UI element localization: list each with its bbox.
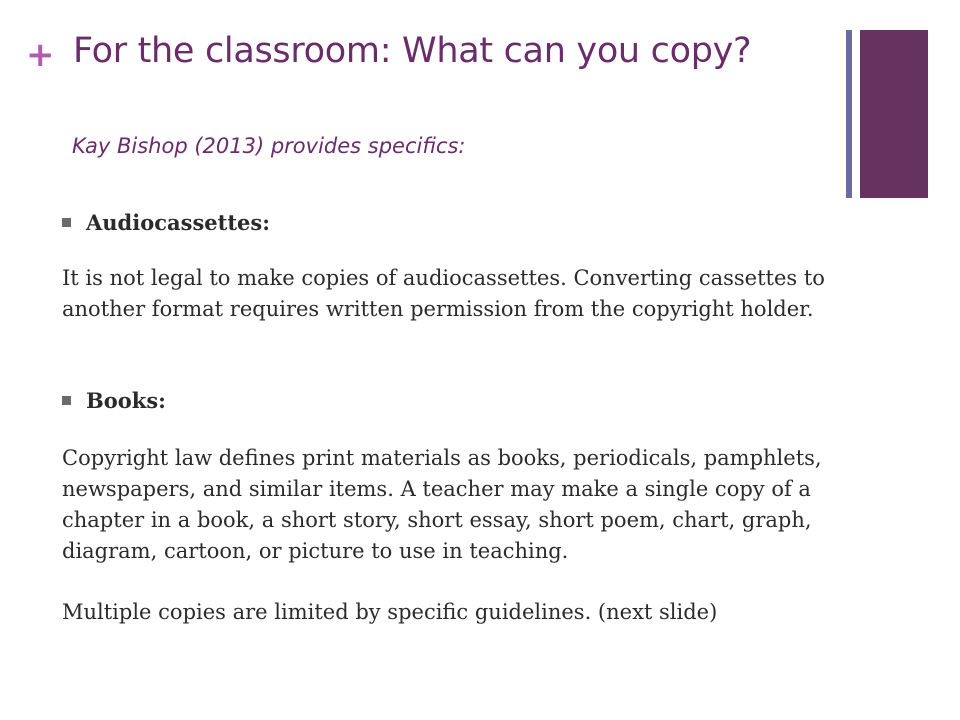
square-bullet-icon [62, 218, 71, 227]
slide-subtitle: Kay Bishop (2013) provides specifics: [72, 134, 466, 158]
section-paragraph: Multiple copies are limited by specific guidelines. (next slide) [62, 600, 718, 624]
section-heading-audiocassettes [62, 207, 270, 238]
plus-icon: + [26, 35, 55, 75]
section-paragraph: Copyright law defines print materials as books, periodicals, pamphlets, newspapers, and similar items. A teacher may make a single copy of a chapter in a book, a short story, short essay, short poem, chart, graph, diagram, cartoon, or picture to use in teaching. [62, 446, 822, 563]
section-heading-label: Audiocassettes: [86, 210, 270, 235]
square-bullet-icon [62, 396, 71, 405]
decorative-thin-bar [846, 30, 852, 198]
section-heading-label: Books: [86, 388, 166, 413]
section-paragraph: It is not legal to make copies of audiocassettes. Converting cassettes to another format requires written permission from the copyright holder. [62, 266, 825, 321]
slide-title: For the classroom: What can you copy? [73, 31, 752, 71]
decorative-thick-bar [860, 30, 928, 198]
section-heading-books [62, 385, 166, 416]
